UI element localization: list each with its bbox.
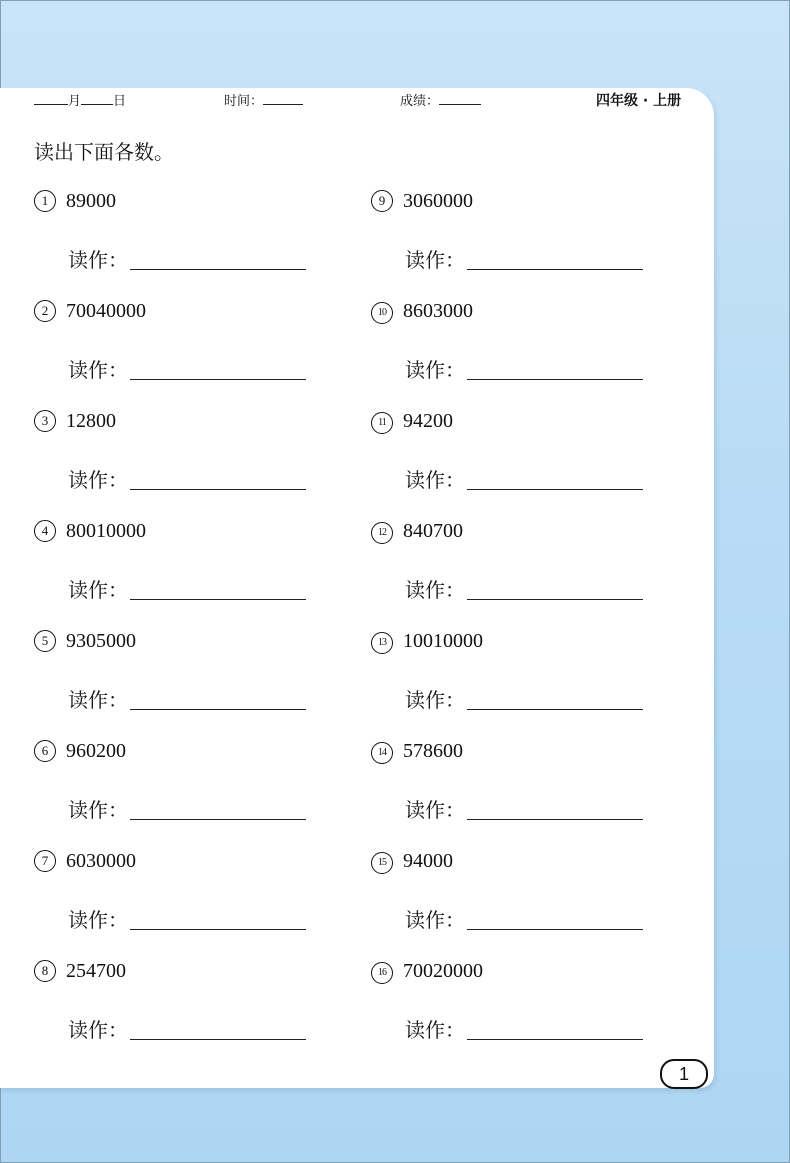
time-field [224, 90, 303, 109]
read-line [68, 684, 306, 713]
number-value: 89000 [66, 190, 116, 212]
read-line [405, 1014, 643, 1043]
exercise-item [371, 630, 671, 740]
answer-blank[interactable] [130, 471, 306, 490]
item-marker: 10 [371, 302, 393, 324]
read-label: 读作： [68, 1018, 128, 1042]
exercise-item [371, 850, 671, 960]
read-label: 读作： [405, 908, 465, 932]
exercise-item [371, 960, 671, 1070]
read-line [68, 1014, 306, 1043]
answer-blank[interactable] [467, 911, 643, 930]
month-blank[interactable] [34, 92, 68, 105]
answer-blank[interactable] [130, 801, 306, 820]
read-label: 读作： [405, 248, 465, 272]
number-value: 3060000 [403, 190, 473, 212]
number-line [371, 960, 483, 984]
read-label: 读作： [405, 688, 465, 712]
item-marker: 4 [34, 520, 56, 542]
number-value: 960200 [66, 740, 126, 762]
number-line [34, 520, 146, 543]
exercise-item [34, 740, 334, 850]
score-label: 成绩： [400, 94, 440, 109]
exercise-item [34, 190, 334, 300]
read-line [68, 354, 306, 383]
exercise-item [371, 190, 671, 300]
exercise-item [371, 300, 671, 410]
answer-blank[interactable] [467, 361, 643, 380]
number-line [34, 190, 116, 213]
number-value: 254700 [66, 960, 126, 982]
answer-blank[interactable] [467, 471, 643, 490]
number-value: 578600 [403, 740, 463, 762]
right-column [371, 190, 671, 1070]
read-label: 读作： [68, 468, 128, 492]
number-line [371, 630, 483, 654]
answer-blank[interactable] [130, 1021, 306, 1040]
read-line [405, 904, 643, 933]
exercise-item [34, 850, 334, 960]
read-line [68, 904, 306, 933]
number-value: 70020000 [403, 960, 483, 982]
read-line [68, 574, 306, 603]
item-marker: 2 [34, 300, 56, 322]
read-line [405, 464, 643, 493]
exercise-item [371, 740, 671, 850]
number-line [34, 410, 116, 433]
number-value: 9305000 [66, 630, 136, 652]
item-marker: 5 [34, 630, 56, 652]
item-marker: 14 [371, 742, 393, 764]
answer-blank[interactable] [467, 581, 643, 600]
read-line [405, 354, 643, 383]
item-marker: 11 [371, 412, 393, 434]
item-marker: 7 [34, 850, 56, 872]
number-value: 6030000 [66, 850, 136, 872]
item-marker: 13 [371, 632, 393, 654]
number-line [371, 300, 473, 324]
answer-blank[interactable] [467, 251, 643, 270]
read-line [405, 244, 643, 273]
number-line [371, 520, 463, 544]
grade-label: 四年级 · 上册 [596, 93, 682, 109]
left-column [34, 190, 334, 1070]
read-label: 读作： [405, 468, 465, 492]
exercise-item [34, 410, 334, 520]
item-marker: 8 [34, 960, 56, 982]
number-line [34, 740, 126, 763]
score-field [400, 90, 481, 109]
number-value: 94000 [403, 850, 453, 872]
answer-blank[interactable] [130, 581, 306, 600]
exercise-item [371, 520, 671, 630]
read-label: 读作： [405, 1018, 465, 1042]
number-line [34, 300, 146, 323]
number-value: 94200 [403, 410, 453, 432]
answer-blank[interactable] [467, 691, 643, 710]
number-value: 70040000 [66, 300, 146, 322]
day-label: 日 [113, 94, 127, 109]
answer-blank[interactable] [130, 691, 306, 710]
item-marker: 12 [371, 522, 393, 544]
exercise-item [34, 300, 334, 410]
read-line [405, 794, 643, 823]
item-marker: 6 [34, 740, 56, 762]
number-line [34, 630, 136, 653]
score-blank[interactable] [439, 92, 481, 105]
answer-blank[interactable] [130, 251, 306, 270]
number-value: 8603000 [403, 300, 473, 322]
item-marker: 16 [371, 962, 393, 984]
page-number: 1 [660, 1059, 708, 1089]
number-value: 840700 [403, 520, 463, 542]
read-line [68, 244, 306, 273]
number-line [371, 850, 453, 874]
read-label: 读作： [68, 688, 128, 712]
number-value: 10010000 [403, 630, 483, 652]
read-label: 读作： [68, 908, 128, 932]
instruction-text: 读出下面各数。 [34, 140, 174, 164]
read-label: 读作： [68, 798, 128, 822]
time-blank[interactable] [263, 92, 303, 105]
read-label: 读作： [68, 358, 128, 382]
exercise-item [34, 630, 334, 740]
number-line [34, 960, 126, 983]
item-marker: 1 [34, 190, 56, 212]
number-value: 80010000 [66, 520, 146, 542]
answer-blank[interactable] [467, 1021, 643, 1040]
number-value: 12800 [66, 410, 116, 432]
read-line [68, 794, 306, 823]
answer-blank[interactable] [130, 911, 306, 930]
item-marker: 3 [34, 410, 56, 432]
read-line [405, 574, 643, 603]
month-label: 月 [68, 94, 82, 109]
read-label: 读作： [68, 248, 128, 272]
item-marker: 9 [371, 190, 393, 212]
exercise-item [371, 410, 671, 520]
read-label: 读作： [405, 358, 465, 382]
read-label: 读作： [405, 798, 465, 822]
exercise-item [34, 960, 334, 1070]
read-line [405, 684, 643, 713]
item-marker: 15 [371, 852, 393, 874]
number-line [371, 190, 473, 213]
day-blank[interactable] [81, 92, 113, 105]
read-label: 读作： [68, 578, 128, 602]
read-label: 读作： [405, 578, 465, 602]
number-line [34, 850, 136, 873]
answer-blank[interactable] [467, 801, 643, 820]
number-line [371, 740, 463, 764]
answer-blank[interactable] [130, 361, 306, 380]
exercise-item [34, 520, 334, 630]
read-line [68, 464, 306, 493]
number-line [371, 410, 453, 434]
date-field [34, 90, 126, 109]
time-label: 时间： [224, 94, 264, 109]
